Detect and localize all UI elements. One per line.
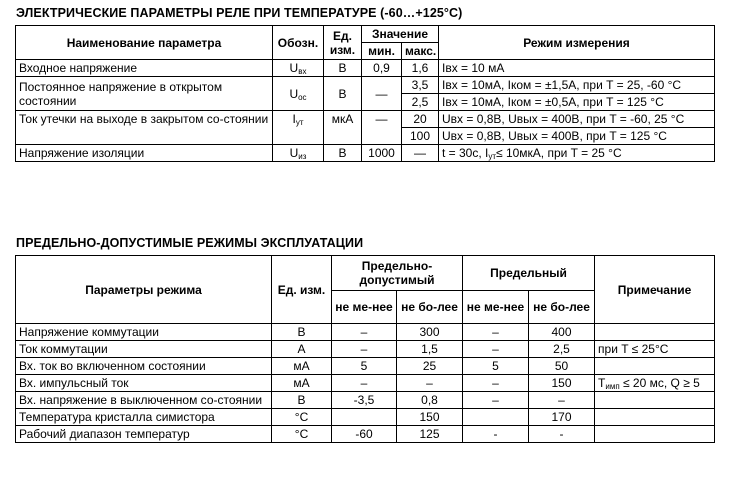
table-row (16, 60, 715, 77)
header-mode: Режим измерения (439, 26, 715, 60)
table-row (16, 77, 715, 94)
mode-unit: А (272, 341, 332, 358)
operating-limits-table (15, 255, 715, 443)
operating-limits-title: ПРЕДЕЛЬНО-ДОПУСТИМЫЕ РЕЖИМЫ ЭКСПЛУАТАЦИИ (16, 236, 364, 250)
allowed-min: – (332, 341, 397, 358)
mode-name: Температура кристалла симистора (16, 409, 272, 426)
mode-name: Рабочий диапазон температур (16, 426, 272, 443)
mode-note: $T_{имп} \le 20$ мс, Q ≥ 5 (595, 375, 715, 392)
param-min: 0,9 (362, 60, 402, 77)
header-note: Примечание (595, 256, 715, 324)
header-max: макс. (402, 43, 439, 60)
limit-max: 150 (529, 375, 595, 392)
param-name: Напряжение изоляции (16, 145, 273, 162)
mode-name: Вх. напряжение в выключенном со-стоянии (16, 392, 272, 409)
allowed-max: 1,5 (397, 341, 463, 358)
table-row (16, 358, 715, 375)
param-max: 20 (402, 111, 439, 128)
allowed-min: 5 (332, 358, 397, 375)
mode-unit: В (272, 324, 332, 341)
table-row (16, 392, 715, 409)
limit-min (463, 409, 529, 426)
header-allowed: Предельно-допустимый (332, 256, 463, 291)
header-unit: Ед. изм. (272, 256, 332, 324)
mode-name: Вх. импульсный ток (16, 375, 272, 392)
param-min: 1000 (362, 145, 402, 162)
allowed-max: 150 (397, 409, 463, 426)
mode-note (595, 392, 715, 409)
param-unit: мкА (324, 111, 362, 145)
allowed-max: 0,8 (397, 392, 463, 409)
header-not-less: не ме-нее (332, 291, 397, 324)
param-symbol: $I_{ут}$ (273, 111, 324, 145)
limit-min: – (463, 341, 529, 358)
param-name: Входное напряжение (16, 60, 273, 77)
allowed-min: -60 (332, 426, 397, 443)
param-mode: t = 30с, $I_{ут}\le 10мкА$, при T = 25 °С (439, 145, 715, 162)
limit-min: – (463, 324, 529, 341)
limit-min: – (463, 392, 529, 409)
param-max: 2,5 (402, 94, 439, 111)
electrical-params-title: ЭЛЕКТРИЧЕСКИЕ ПАРАМЕТРЫ РЕЛЕ ПРИ ТЕМПЕРАТУРЕ (-60…+125°С) (16, 6, 463, 20)
allowed-min: -3,5 (332, 392, 397, 409)
param-mode: Uвх = 0,8В, Uвых = 400В, при T = 125 °С (439, 128, 715, 145)
limit-max: - (529, 426, 595, 443)
param-symbol: $U_{из}$ (273, 145, 324, 162)
limit-max: 400 (529, 324, 595, 341)
param-symbol: $U_{ос}$ (273, 77, 324, 111)
param-min: — (362, 77, 402, 111)
table-row (16, 375, 715, 392)
table-header-row (16, 26, 715, 43)
allowed-max: 25 (397, 358, 463, 375)
header-name: Наименование параметра (16, 26, 273, 60)
header-symbol: Обозн. (273, 26, 324, 60)
param-mode: Uвх = 0,8В, Uвых = 400В, при T = -60, 25 °С (439, 111, 715, 128)
allowed-min: – (332, 324, 397, 341)
table-header-row (16, 256, 715, 291)
mode-unit: В (272, 392, 332, 409)
allowed-min (332, 409, 397, 426)
allowed-max: 300 (397, 324, 463, 341)
mode-note: при T ≤ 25°С (595, 341, 715, 358)
param-unit: В (324, 145, 362, 162)
header-param: Параметры режима (16, 256, 272, 324)
header-not-more: не бо-лее (529, 291, 595, 324)
mode-name: Напряжение коммутации (16, 324, 272, 341)
param-max: 3,5 (402, 77, 439, 94)
header-not-less: не ме-нее (463, 291, 529, 324)
mode-note (595, 409, 715, 426)
allowed-max: – (397, 375, 463, 392)
header-value: Значение (362, 26, 439, 43)
param-unit: В (324, 60, 362, 77)
mode-note (595, 426, 715, 443)
electrical-params-table (15, 25, 715, 162)
header-not-more: не бо-лее (397, 291, 463, 324)
param-symbol: $U_{вх}$ (273, 60, 324, 77)
param-mode: Iвх = 10 мА (439, 60, 715, 77)
table-row (16, 145, 715, 162)
param-unit: В (324, 77, 362, 111)
table-row (16, 426, 715, 443)
header-min: мин. (362, 43, 402, 60)
allowed-max: 125 (397, 426, 463, 443)
table-row (16, 111, 715, 128)
param-name: Постоянное напряжение в открытом состоянии (16, 77, 273, 111)
mode-unit: мА (272, 375, 332, 392)
param-mode: Iвх = 10мА, Iком = ±1,5А, при T = 25, -60 °С (439, 77, 715, 94)
param-max: 1,6 (402, 60, 439, 77)
mode-unit: °С (272, 426, 332, 443)
limit-max: 2,5 (529, 341, 595, 358)
table-row (16, 341, 715, 358)
param-max: 100 (402, 128, 439, 145)
mode-name: Ток коммутации (16, 341, 272, 358)
mode-unit: мА (272, 358, 332, 375)
mode-unit: °С (272, 409, 332, 426)
header-limit: Предельный (463, 256, 595, 291)
mode-note (595, 358, 715, 375)
limit-max: 170 (529, 409, 595, 426)
header-unit: Ед. изм. (324, 26, 362, 60)
limit-max: 50 (529, 358, 595, 375)
table-row (16, 409, 715, 426)
mode-name: Вх. ток во включенном состоянии (16, 358, 272, 375)
allowed-min: – (332, 375, 397, 392)
limit-min: 5 (463, 358, 529, 375)
param-name: Ток утечки на выходе в закрытом со-стоянии (16, 111, 273, 145)
limit-max: – (529, 392, 595, 409)
param-mode: Iвх = 10мА, Iком = ±0,5А, при T = 125 °С (439, 94, 715, 111)
param-max: — (402, 145, 439, 162)
param-min: — (362, 111, 402, 145)
limit-min: - (463, 426, 529, 443)
limit-min: – (463, 375, 529, 392)
mode-note (595, 324, 715, 341)
table-row (16, 324, 715, 341)
